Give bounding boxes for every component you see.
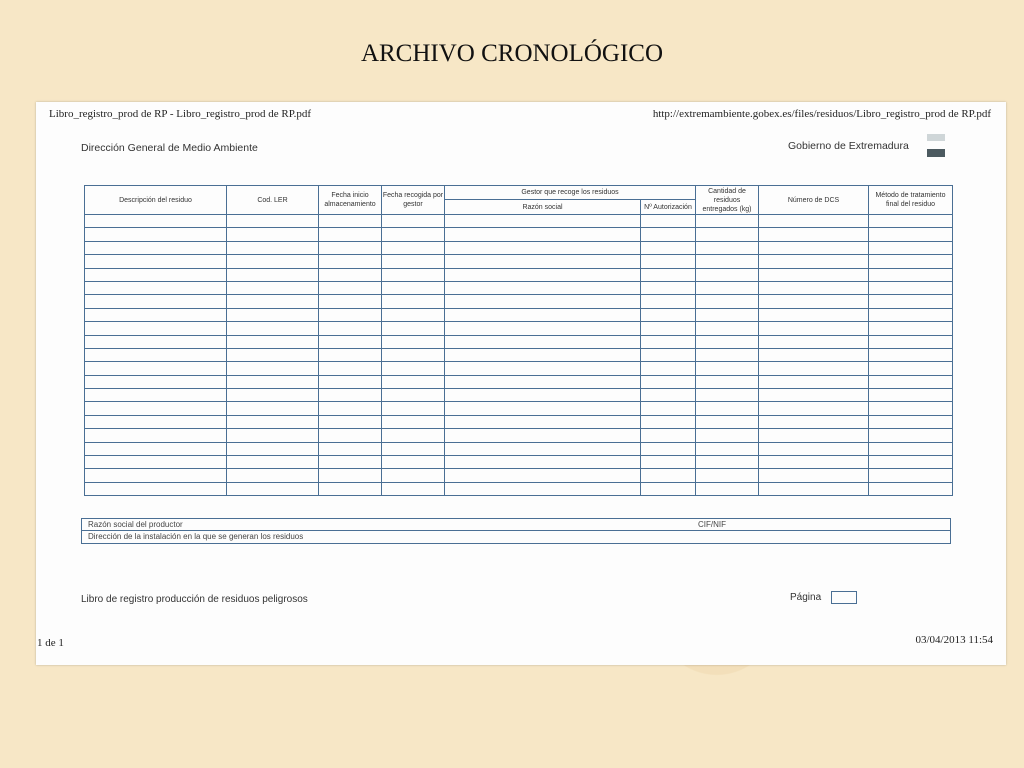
table-cell[interactable] <box>445 429 641 442</box>
table-cell[interactable] <box>85 308 227 321</box>
table-row <box>85 402 953 415</box>
table-cell[interactable] <box>445 415 641 428</box>
table-cell[interactable] <box>759 375 869 388</box>
table-cell[interactable] <box>382 255 445 268</box>
table-cell[interactable] <box>227 348 319 361</box>
table-cell[interactable] <box>641 415 696 428</box>
table-cell[interactable] <box>696 482 759 495</box>
table-cell[interactable] <box>85 415 227 428</box>
table-cell[interactable] <box>319 215 382 228</box>
table-cell[interactable] <box>85 348 227 361</box>
government-name: Gobierno de Extremadura <box>788 140 909 152</box>
table-cell[interactable] <box>869 322 953 335</box>
table-cell[interactable] <box>319 255 382 268</box>
table-cell[interactable] <box>445 335 641 348</box>
table-cell[interactable] <box>85 442 227 455</box>
table-cell[interactable] <box>382 308 445 321</box>
table-cell[interactable] <box>759 281 869 294</box>
table-cell[interactable] <box>641 429 696 442</box>
table-cell[interactable] <box>641 228 696 241</box>
table-cell[interactable] <box>696 402 759 415</box>
table-cell[interactable] <box>382 322 445 335</box>
table-cell[interactable] <box>227 241 319 254</box>
table-cell[interactable] <box>227 335 319 348</box>
table-cell[interactable] <box>85 402 227 415</box>
table-cell[interactable] <box>696 308 759 321</box>
table-cell[interactable] <box>319 281 382 294</box>
table-cell[interactable] <box>319 415 382 428</box>
table-cell[interactable] <box>319 241 382 254</box>
slide-title: ARCHIVO CRONOLÓGICO <box>360 40 664 67</box>
table-row <box>85 241 953 254</box>
table-row <box>85 215 953 228</box>
table-cell[interactable] <box>227 281 319 294</box>
table-cell[interactable] <box>85 295 227 308</box>
table-cell[interactable] <box>869 375 953 388</box>
table-cell[interactable] <box>759 482 869 495</box>
table-cell[interactable] <box>759 402 869 415</box>
table-cell[interactable] <box>85 362 227 375</box>
table-cell[interactable] <box>445 362 641 375</box>
table-cell[interactable] <box>227 375 319 388</box>
table-cell[interactable] <box>382 241 445 254</box>
pdf-footer-page-count: 1 de 1 <box>37 637 64 649</box>
table-cell[interactable] <box>382 281 445 294</box>
table-cell[interactable] <box>85 268 227 281</box>
header-cod-ler: Cod. LER <box>227 186 319 215</box>
table-cell[interactable] <box>641 255 696 268</box>
table-cell[interactable] <box>759 348 869 361</box>
table-cell[interactable] <box>319 469 382 482</box>
table-cell[interactable] <box>445 456 641 469</box>
table-cell[interactable] <box>227 362 319 375</box>
table-row <box>85 389 953 402</box>
table-cell[interactable] <box>641 268 696 281</box>
table-cell[interactable] <box>869 308 953 321</box>
table-cell[interactable] <box>759 429 869 442</box>
table-cell[interactable] <box>85 228 227 241</box>
table-row <box>85 308 953 321</box>
pdf-footer-timestamp: 03/04/2013 11:54 <box>915 634 993 646</box>
table-cell[interactable] <box>382 469 445 482</box>
table-cell[interactable] <box>85 375 227 388</box>
table-cell[interactable] <box>319 389 382 402</box>
table-cell[interactable] <box>85 469 227 482</box>
table-row <box>85 415 953 428</box>
table-row <box>85 456 953 469</box>
table-row <box>85 295 953 308</box>
flag-logo-bottom <box>927 149 945 157</box>
table-cell[interactable] <box>85 215 227 228</box>
table-cell[interactable] <box>319 295 382 308</box>
table-cell[interactable] <box>445 281 641 294</box>
table-cell[interactable] <box>696 362 759 375</box>
table-cell[interactable] <box>869 469 953 482</box>
cif-label: CIF/NIF <box>698 520 726 529</box>
table-cell[interactable] <box>759 362 869 375</box>
table-cell[interactable] <box>382 402 445 415</box>
page-number-field[interactable] <box>831 591 857 604</box>
table-cell[interactable] <box>319 308 382 321</box>
table-cell[interactable] <box>759 335 869 348</box>
table-cell[interactable] <box>696 215 759 228</box>
table-cell[interactable] <box>759 322 869 335</box>
table-cell[interactable] <box>869 255 953 268</box>
table-cell[interactable] <box>696 255 759 268</box>
table-cell[interactable] <box>85 322 227 335</box>
table-cell[interactable] <box>445 308 641 321</box>
table-cell[interactable] <box>382 268 445 281</box>
table-cell[interactable] <box>319 335 382 348</box>
table-cell[interactable] <box>382 375 445 388</box>
table-cell[interactable] <box>869 215 953 228</box>
table-cell[interactable] <box>696 456 759 469</box>
book-title: Libro de registro producción de residuos peligrosos <box>81 594 308 605</box>
table-row <box>85 228 953 241</box>
table-cell[interactable] <box>445 241 641 254</box>
table-cell[interactable] <box>227 429 319 442</box>
table-cell[interactable] <box>319 402 382 415</box>
table-row <box>85 375 953 388</box>
table-cell[interactable] <box>641 215 696 228</box>
table-cell[interactable] <box>85 281 227 294</box>
table-cell[interactable] <box>696 295 759 308</box>
table-cell[interactable] <box>445 255 641 268</box>
table-row <box>85 322 953 335</box>
address-label: Dirección de la instalación en la que se generan los residuos <box>88 532 304 541</box>
table-cell[interactable] <box>869 348 953 361</box>
header-cantidad: Cantidad de residuos entregados (kg) <box>696 186 759 215</box>
table-row <box>85 482 953 495</box>
table-cell[interactable] <box>382 348 445 361</box>
table-cell[interactable] <box>696 268 759 281</box>
table-cell[interactable] <box>445 295 641 308</box>
table-cell[interactable] <box>759 389 869 402</box>
header-fecha-recogida: Fecha recogida por gestor <box>382 186 445 215</box>
register-table <box>84 185 953 496</box>
table-cell[interactable] <box>869 482 953 495</box>
table-cell[interactable] <box>696 228 759 241</box>
table-cell[interactable] <box>641 469 696 482</box>
table-cell[interactable] <box>445 469 641 482</box>
table-cell[interactable] <box>319 482 382 495</box>
address-row <box>82 531 950 543</box>
table-cell[interactable] <box>382 335 445 348</box>
table-cell[interactable] <box>696 375 759 388</box>
table-cell[interactable] <box>445 442 641 455</box>
table-cell[interactable] <box>382 429 445 442</box>
table-cell[interactable] <box>319 348 382 361</box>
header-gestor: Gestor que recoge los residuos <box>445 186 696 200</box>
table-cell[interactable] <box>445 402 641 415</box>
table-cell[interactable] <box>759 308 869 321</box>
table-cell[interactable] <box>696 335 759 348</box>
table-cell[interactable] <box>869 415 953 428</box>
table-cell[interactable] <box>382 456 445 469</box>
table-cell[interactable] <box>641 482 696 495</box>
table-cell[interactable] <box>869 281 953 294</box>
table-cell[interactable] <box>227 469 319 482</box>
table-cell[interactable] <box>227 402 319 415</box>
table-cell[interactable] <box>641 308 696 321</box>
table-cell[interactable] <box>319 456 382 469</box>
table-cell[interactable] <box>227 415 319 428</box>
table-cell[interactable] <box>382 362 445 375</box>
table-cell[interactable] <box>759 295 869 308</box>
table-cell[interactable] <box>382 215 445 228</box>
table-cell[interactable] <box>445 268 641 281</box>
producer-row <box>82 519 950 531</box>
table-cell[interactable] <box>382 415 445 428</box>
table-cell[interactable] <box>227 389 319 402</box>
table-cell[interactable] <box>85 429 227 442</box>
table-cell[interactable] <box>382 482 445 495</box>
table-cell[interactable] <box>85 456 227 469</box>
table-cell[interactable] <box>759 456 869 469</box>
table-cell[interactable] <box>85 482 227 495</box>
table-cell[interactable] <box>759 442 869 455</box>
table-cell[interactable] <box>759 241 869 254</box>
table-cell[interactable] <box>641 375 696 388</box>
table-cell[interactable] <box>227 228 319 241</box>
table-cell[interactable] <box>641 295 696 308</box>
register-body <box>85 215 953 496</box>
table-cell[interactable] <box>869 295 953 308</box>
producer-info-box <box>81 518 951 544</box>
table-cell[interactable] <box>319 322 382 335</box>
table-cell[interactable] <box>869 335 953 348</box>
table-cell[interactable] <box>227 442 319 455</box>
table-cell[interactable] <box>445 482 641 495</box>
table-cell[interactable] <box>227 255 319 268</box>
header-metodo: Método de tratamiento final del residuo <box>869 186 953 215</box>
table-cell[interactable] <box>85 389 227 402</box>
table-row <box>85 362 953 375</box>
table-cell[interactable] <box>85 255 227 268</box>
table-cell[interactable] <box>696 241 759 254</box>
department-name: Dirección General de Medio Ambiente <box>81 142 258 154</box>
table-cell[interactable] <box>696 415 759 428</box>
table-cell[interactable] <box>869 456 953 469</box>
table-cell[interactable] <box>641 281 696 294</box>
table-cell[interactable] <box>227 308 319 321</box>
table-cell[interactable] <box>641 362 696 375</box>
pdf-header-url: http://extremambiente.gobex.es/files/residuos/Libro_registro_prod de RP.pdf <box>652 108 991 120</box>
table-cell[interactable] <box>382 389 445 402</box>
table-cell[interactable] <box>869 268 953 281</box>
table-cell[interactable] <box>85 241 227 254</box>
producer-label: Razón social del productor <box>88 520 183 529</box>
table-cell[interactable] <box>696 469 759 482</box>
table-cell[interactable] <box>227 295 319 308</box>
table-cell[interactable] <box>641 402 696 415</box>
table-cell[interactable] <box>696 389 759 402</box>
table-cell[interactable] <box>869 442 953 455</box>
table-cell[interactable] <box>641 335 696 348</box>
table-cell[interactable] <box>759 215 869 228</box>
table-row <box>85 268 953 281</box>
header-descripcion: Descripción del residuo <box>85 186 227 215</box>
table-cell[interactable] <box>696 348 759 361</box>
table-row <box>85 281 953 294</box>
table-cell[interactable] <box>759 228 869 241</box>
pdf-header-filename: Libro_registro_prod de RP - Libro_registro_prod de RP.pdf <box>49 108 312 120</box>
table-cell[interactable] <box>445 375 641 388</box>
table-cell[interactable] <box>227 482 319 495</box>
table-row <box>85 255 953 268</box>
page-label: Página <box>790 592 822 603</box>
table-cell[interactable] <box>869 241 953 254</box>
table-cell[interactable] <box>319 268 382 281</box>
table-cell[interactable] <box>227 456 319 469</box>
table-row <box>85 348 953 361</box>
table-cell[interactable] <box>319 228 382 241</box>
table-cell[interactable] <box>869 429 953 442</box>
table-cell[interactable] <box>319 429 382 442</box>
table-cell[interactable] <box>445 389 641 402</box>
table-cell[interactable] <box>696 322 759 335</box>
table-cell[interactable] <box>227 322 319 335</box>
table-cell[interactable] <box>869 389 953 402</box>
table-row <box>85 469 953 482</box>
table-cell[interactable] <box>696 429 759 442</box>
table-row <box>85 429 953 442</box>
table-cell[interactable] <box>445 228 641 241</box>
table-cell[interactable] <box>759 255 869 268</box>
header-fecha-inicio: Fecha inicio almacenamiento <box>319 186 382 215</box>
table-cell[interactable] <box>641 322 696 335</box>
table-cell[interactable] <box>641 389 696 402</box>
table-cell[interactable] <box>85 335 227 348</box>
table-cell[interactable] <box>382 295 445 308</box>
table-row <box>85 335 953 348</box>
table-row <box>85 442 953 455</box>
table-cell[interactable] <box>319 442 382 455</box>
table-cell[interactable] <box>319 362 382 375</box>
table-cell[interactable] <box>869 228 953 241</box>
table-cell[interactable] <box>641 456 696 469</box>
table-cell[interactable] <box>759 469 869 482</box>
table-cell[interactable] <box>382 442 445 455</box>
flag-logo-top <box>927 134 945 141</box>
table-cell[interactable] <box>641 348 696 361</box>
header-numero-dcs: Número de DCS <box>759 186 869 215</box>
table-cell[interactable] <box>319 375 382 388</box>
table-cell[interactable] <box>641 241 696 254</box>
table-cell[interactable] <box>696 281 759 294</box>
table-cell[interactable] <box>382 228 445 241</box>
table-cell[interactable] <box>227 215 319 228</box>
table-cell[interactable] <box>445 215 641 228</box>
header-autorizacion: Nº Autorización <box>641 200 696 215</box>
table-cell[interactable] <box>696 442 759 455</box>
document-sheet <box>36 102 1006 665</box>
table-cell[interactable] <box>227 268 319 281</box>
table-cell[interactable] <box>445 348 641 361</box>
table-cell[interactable] <box>759 415 869 428</box>
table-cell[interactable] <box>759 268 869 281</box>
header-razon-social: Razón social <box>445 200 641 215</box>
table-cell[interactable] <box>445 322 641 335</box>
table-cell[interactable] <box>869 402 953 415</box>
table-cell[interactable] <box>641 442 696 455</box>
table-cell[interactable] <box>869 362 953 375</box>
